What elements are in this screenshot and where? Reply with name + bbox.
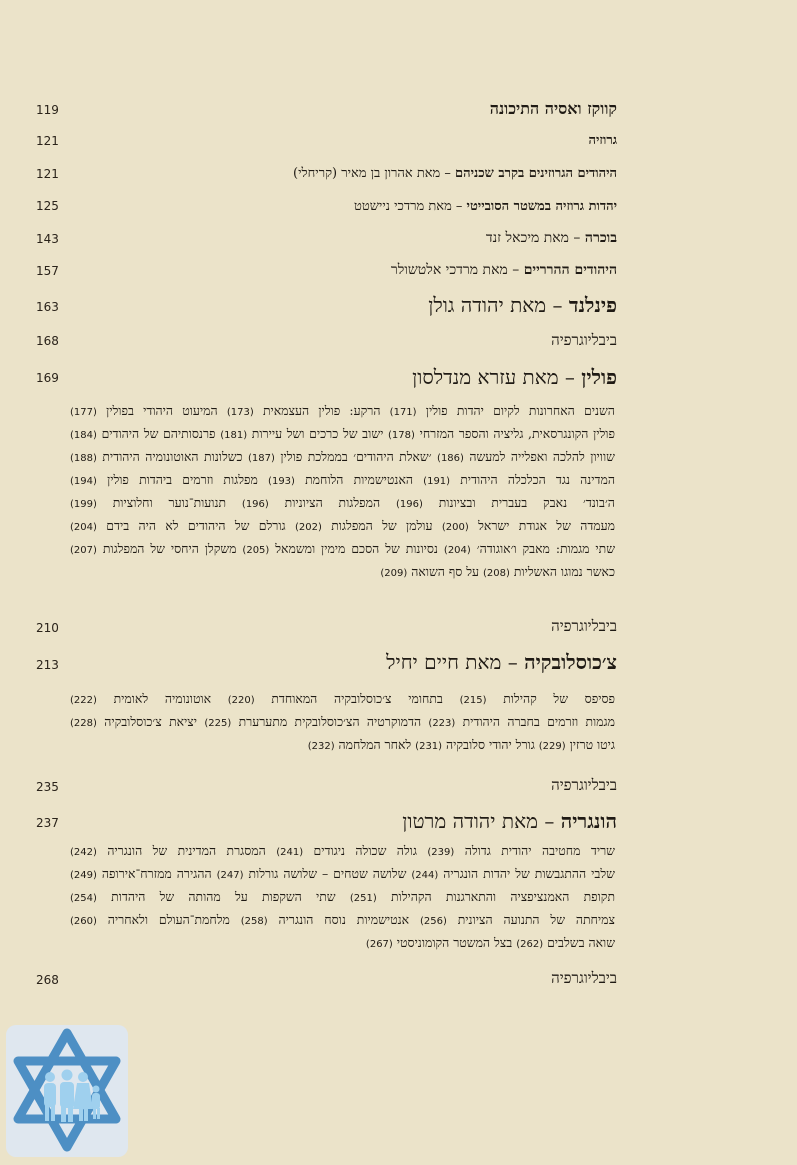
contents-item: מפלגות וזרמים ביהדות פולין (194) (70, 472, 258, 487)
contents-item: ההגירה ממזרח־אירופה (249) (70, 866, 212, 881)
contents-item: המפלגות הציוניות (196) (241, 495, 381, 510)
contents-item: האנטישמיות הלוחמת (193) (268, 472, 414, 487)
contents-item: גיטו טרזין (229) (538, 737, 615, 752)
contents-item: כשלונות האוטונומיה היהודית (188) (70, 449, 243, 464)
contents-item: גורל יהודי סלובקיה (231) (415, 737, 535, 752)
star-of-david-icon (6, 1025, 128, 1157)
contents-item: אוטונומיה לאומית (222) (70, 691, 212, 706)
subsection-georgia: גרוזיה (588, 133, 617, 148)
contents-item: לאחר המלחמה (232) (307, 737, 412, 752)
page-number: 163 (36, 300, 59, 314)
contents-item: תנועות־נוער וחלוציות (199) (70, 495, 227, 510)
poland-contents-paragraph (70, 400, 615, 612)
page-number: 143 (36, 232, 59, 246)
toc-entry: היהודים הגרוזינים בקרב שכניהם – מאת אהרון בן מאיר (קריחלי) (293, 166, 617, 181)
page-number: 169 (36, 371, 59, 385)
contents-item: בצל המשטר הקומוניסטי (267) (365, 935, 513, 950)
country-heading-poland: פולין – מאת עזרא מנדלסון (412, 365, 617, 389)
bibliography-entry: ביבליוגרפיה (551, 331, 617, 349)
contents-item: צמיחתה של התנועה הציונית (256) (419, 912, 615, 927)
contents-item: גולה שכולה ניגודים (241) (276, 843, 417, 858)
bibliography-entry: ביבליוגרפיה (551, 617, 617, 635)
page-number: 121 (36, 134, 59, 148)
contents-item: מלחמת־העולם ולאחריה (260) (70, 912, 230, 927)
contents-item: אנטישמיות נוסח הונגריה (258) (240, 912, 410, 927)
page-number: 213 (36, 658, 59, 672)
czechoslovakia-contents-paragraph (70, 688, 615, 772)
contents-item: גורלם של היהודים לא היה בידם (204) (70, 518, 286, 533)
toc-entry: יהדות גרוזיה במשטר הסובייטי – מאת מרדכי ניישטט (354, 199, 617, 214)
contents-item: פרנסותיהם של היהודים (184) (70, 426, 216, 441)
contents-item: פסיפס של קהילות (215) (459, 691, 615, 706)
bibliography-entry: ביבליוגרפיה (551, 776, 617, 794)
contents-item: ׳שאלת היהודים׳ בממלכת פולין (187) (248, 449, 432, 464)
page-number: 119 (36, 103, 59, 117)
contents-item: עולמן של המפלגות (202) (294, 518, 433, 533)
bibliography-entry: ביבליוגרפיה (551, 969, 617, 987)
page-number: 237 (36, 816, 59, 830)
contents-item: שלושה שטחים – שלושה גורלות (247) (216, 866, 407, 881)
contents-item: שלבי ההתגבשות של יהדות הונגריה (244) (411, 866, 615, 881)
page-number: 210 (36, 621, 59, 635)
contents-item: על סף השואה (209) (380, 564, 480, 579)
page-number: 157 (36, 264, 59, 278)
contents-item: שריד מחטיבה יהודית גדולה (239) (427, 843, 615, 858)
contents-item: בתחומי צ׳כוסלובקיה המאוחדת (220) (227, 691, 443, 706)
country-heading-finland: פינלנד – מאת יהודה גולן (428, 293, 617, 317)
toc-entry: בוכרה – מאת מיכאל זנד (485, 230, 617, 246)
contents-item: ישוב של כרכים ושל עיירות (181) (220, 426, 384, 441)
contents-item: כאשר נמוגו האשליות (208) (483, 564, 615, 579)
section-heading-caucasus: קווקז ואסיה התיכונה (489, 99, 617, 118)
contents-item: יציאת צ׳כוסלובקיה (228) (70, 714, 198, 729)
contents-item: השנים האחרונות לקיום יהדות פולין (171) (389, 403, 615, 418)
contents-item: המדינה נגד הכלכלה היהודית (191) (423, 472, 615, 487)
page-number: 125 (36, 199, 59, 213)
contents-item: פולין הקונגרסאית, גליציה והספר המזרחי (178) (388, 426, 615, 441)
contents-item: שוויון להלכה ואפלייה למעשה (186) (437, 449, 615, 464)
contents-item: נסיונות של הסכם מימין ומשמאל (205) (242, 541, 438, 556)
contents-item: הרקע: פולין העצמאית (173) (226, 403, 381, 418)
country-heading-hungary: הונגריה – מאת יהודה מרטון (402, 809, 617, 833)
contents-item: משקלן היחסי של המפלגות (207) (70, 541, 237, 556)
contents-item: מעמדה של אגודת ישראל (200) (441, 518, 615, 533)
toc-entry: היהודים ההרריים – מאת מרדכי אלטשולר (390, 262, 617, 278)
page-number: 168 (36, 334, 59, 348)
contents-item: שואה בשלבים (262) (516, 935, 615, 950)
page-number: 121 (36, 167, 59, 181)
hungary-contents-paragraph (70, 840, 615, 968)
country-heading-czechoslovakia: צ׳כוסלובקיה – מאת חיים יחיל (386, 650, 617, 674)
contents-item: תקופת האמנציפציה והתארגנות הקהילות (251) (349, 889, 615, 904)
contents-item: המיעוט היהודי בפולין (177) (70, 403, 218, 418)
contents-item: שתי מגמות: מאבק ו׳אוגודה׳ (204) (443, 541, 616, 556)
contents-item: שתי השקפות על מהותה של היהדות (254) (70, 889, 336, 904)
page-number: 235 (36, 780, 59, 794)
star-of-david-logo (6, 1025, 128, 1157)
contents-item: מגמות וזרמים בחברה היהודית (223) (428, 714, 615, 729)
contents-item: הדמוקרטיה הצ׳כוסלובקית מתערערת (225) (204, 714, 422, 729)
contents-item: ה׳בונד׳ נאבק בעברית ובציונות (196) (395, 495, 615, 510)
contents-item: המסגרת המדינית של הונגריה (242) (70, 843, 266, 858)
page-number: 268 (36, 973, 59, 987)
